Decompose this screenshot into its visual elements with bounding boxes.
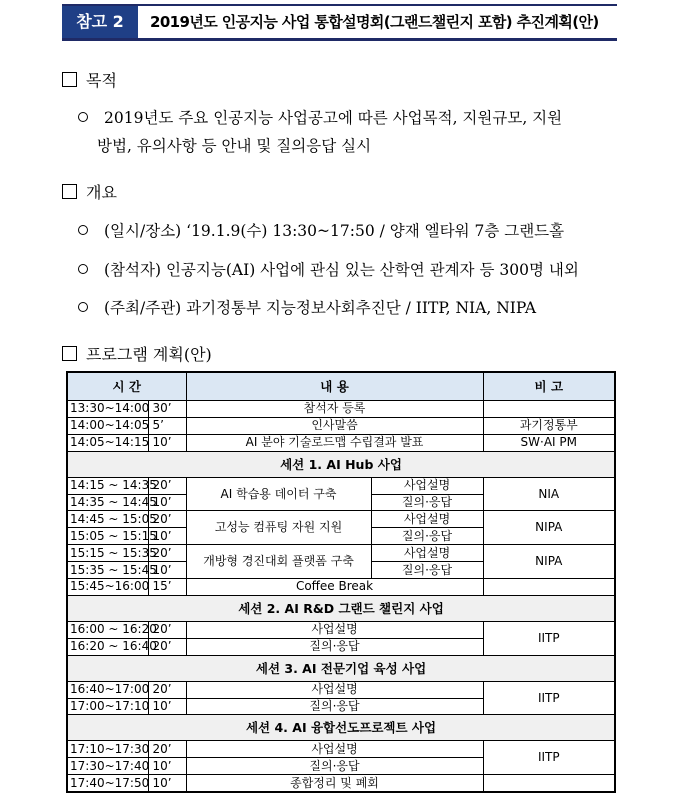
session-organizer: IITP [483,741,615,775]
session-organizer: NIPA [483,545,615,579]
session-topic: 개방형 경진대회 플랫폼 구축 [186,545,371,579]
table-row: 17:40~17:50 10’ 종합정리 및 폐회 [67,775,615,792]
program-schedule-table [66,371,616,793]
checkbox-square-icon [62,72,77,87]
circle-bullet-icon [78,112,88,122]
table-row: 16:40~17:00 20’ 사업설명 IITP [67,681,615,698]
section-heading: 프로그램 계획(안) [86,345,212,364]
table-row: 15:05 ~ 15:15 10’ 질의·응답 [67,528,615,545]
table-row: 16:20 ~ 16:40 20’ 질의·응답 [67,638,615,655]
session-2-title: 세션 2. AI R&D 그랜드 챌린지 사업 [67,595,615,621]
purpose-bullet-continuation: 방법, 유의사항 등 안내 및 질의응답 실시 [97,137,372,155]
coffee-break: Coffee Break [186,579,483,596]
table-header-row [67,372,615,401]
session-organizer: IITP [483,621,615,655]
session-organizer: NIPA [483,511,615,545]
session-title-row [67,451,615,477]
session-organizer: NIA [483,477,615,511]
document-title: 2019년도 인공지능 사업 통합설명회(그랜드챌린지 포함) 추진계획(안) [150,13,599,31]
session-title-row [67,655,615,681]
table-row: 15:15 ~ 15:35 20’ 개방형 경진대회 플랫폼 구축 사업설명 NIPA [67,545,615,562]
session-topic: AI 학습용 데이터 구축 [186,477,371,511]
section-heading: 목적 [86,71,117,90]
checkbox-square-icon [62,184,77,199]
table-row: 14:05~14:15 10’ AI 분야 기술로드맵 수립결과 발표 SW·AI PM [67,434,615,451]
overview-bullet-attendees: (참석자) 인공지능(AI) 사업에 관심 있는 산학연 관계자 등 300명 내외 [78,258,579,280]
session-organizer: IITP [483,681,615,715]
checkbox-square-icon [62,346,77,361]
table-row: 14:35 ~ 14:45 10’ 질의·응답 [67,494,615,511]
purpose-bullet: 2019년도 주요 인공지능 사업공고에 따른 사업목적, 지원규모, 지원 [78,106,562,128]
table-row: 17:10~17:30 20’ 사업설명 IITP [67,741,615,758]
table-row: 16:00 ~ 16:20 20’ 사업설명 IITP [67,621,615,638]
circle-bullet-icon [78,225,88,235]
session-3-title: 세션 3. AI 전문기업 육성 사업 [67,655,615,681]
session-title-row [67,595,615,621]
table-row: 15:35 ~ 15:45 10’ 질의·응답 [67,562,615,579]
table-row: 15:45~16:00 15’ Coffee Break [67,579,615,596]
session-topic: 고성능 컴퓨팅 자원 지원 [186,511,371,545]
reference-badge: 참고 2 [62,6,138,38]
header-note: 비 고 [483,372,615,401]
table-row: 14:15 ~ 14:35 20’ AI 학습용 데이터 구축 사업설명 NIA [67,477,615,494]
table-row: 17:30~17:40 10’ 질의·응답 [67,758,615,775]
overview-bullet-organizers: (주최/주관) 과기정통부 지능정보사회추진단 / IITP, NIA, NIPA [78,296,536,318]
table-row: 14:00~14:05 5’ 인사말씀 과기정통부 [67,417,615,434]
circle-bullet-icon [78,302,88,312]
circle-bullet-icon [78,264,88,274]
session-1-title: 세션 1. AI Hub 사업 [67,451,615,477]
overview-bullet-date-place: (일시/장소) ‘19.1.9(수) 13:30~17:50 / 양재 엘타워 7층 그랜드홀 [78,219,564,241]
section-purpose [62,68,117,91]
section-program [62,342,212,365]
table-row: 13:30~14:00 30’ 참석자 등록 [67,401,615,418]
document-title-bar [62,4,617,41]
closing-remarks: 종합정리 및 폐회 [186,775,483,792]
section-heading: 개요 [86,183,117,202]
header-content: 내 용 [186,372,483,401]
section-overview [62,180,117,203]
session-4-title: 세션 4. AI 융합선도프로젝트 사업 [67,715,615,741]
table-row: 17:00~17:10 10’ 질의·응답 [67,698,615,715]
session-title-row [67,715,615,741]
table-row: 14:45 ~ 15:05 20’ 고성능 컴퓨팅 자원 지원 사업설명 NIPA [67,511,615,528]
header-time: 시 간 [67,372,186,401]
